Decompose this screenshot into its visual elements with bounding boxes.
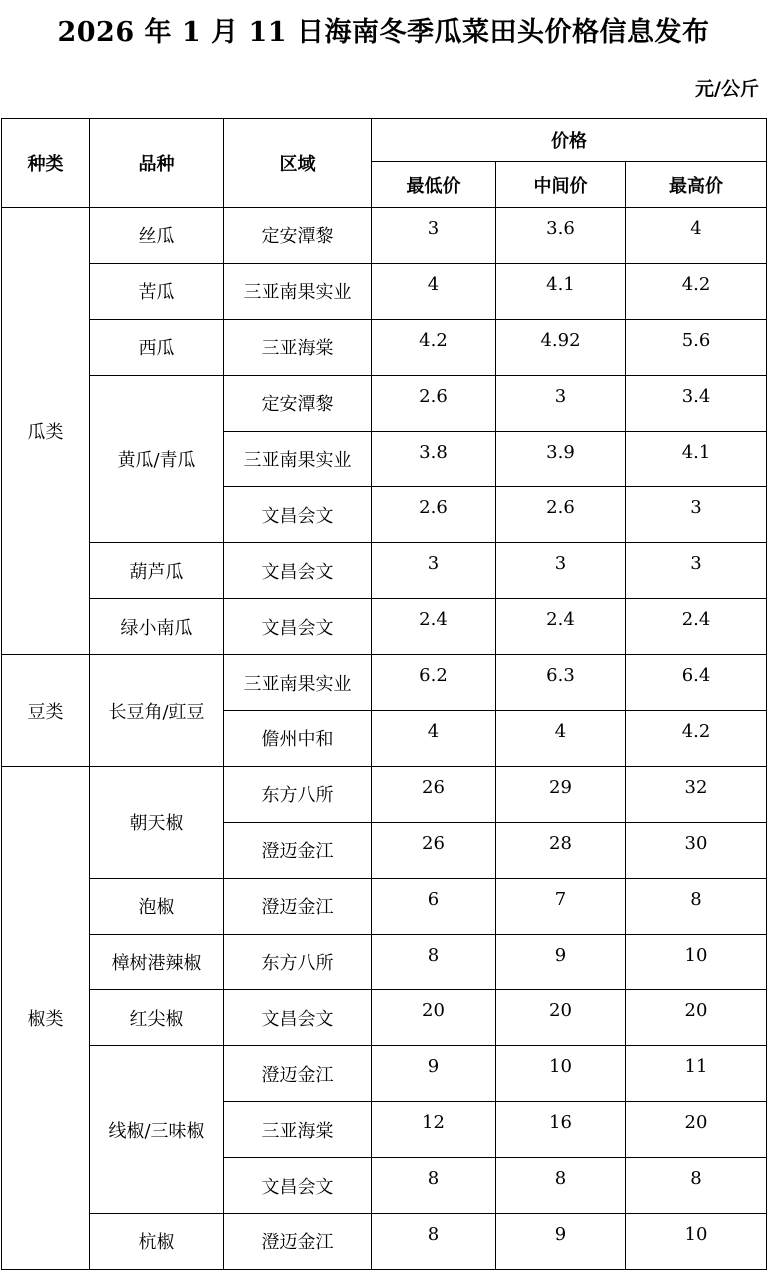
- table-row: [2, 543, 767, 599]
- header-max-price: 最高价: [626, 162, 767, 208]
- region-cell: 澄迈金江: [224, 1046, 372, 1102]
- max-price-cell: 11: [626, 1046, 767, 1102]
- mid-price-cell: 29: [496, 766, 626, 822]
- table-row: [2, 990, 767, 1046]
- region-cell: 东方八所: [224, 934, 372, 990]
- region-cell: 儋州中和: [224, 711, 372, 767]
- region-cell: 文昌会文: [224, 599, 372, 655]
- mid-price-cell: 3: [496, 375, 626, 431]
- max-price-cell: 32: [626, 766, 767, 822]
- region-cell: 定安潭黎: [224, 375, 372, 431]
- min-price-cell: 4: [372, 711, 496, 767]
- table-row: [2, 1046, 767, 1102]
- min-price-cell: 8: [372, 934, 496, 990]
- table-row: [2, 1214, 767, 1270]
- mid-price-cell: 28: [496, 822, 626, 878]
- header-mid-price: 中间价: [496, 162, 626, 208]
- min-price-cell: 6: [372, 878, 496, 934]
- variety-cell: 苦瓜: [90, 263, 224, 319]
- min-price-cell: 8: [372, 1214, 496, 1270]
- table-row: [2, 208, 767, 264]
- variety-cell: 杭椒: [90, 1214, 224, 1270]
- variety-cell: 西瓜: [90, 319, 224, 375]
- header-price: 价格: [372, 119, 767, 162]
- max-price-cell: 30: [626, 822, 767, 878]
- variety-cell: 绿小南瓜: [90, 599, 224, 655]
- category-cell: 椒类: [2, 766, 90, 1269]
- min-price-cell: 8: [372, 1158, 496, 1214]
- max-price-cell: 4.2: [626, 263, 767, 319]
- max-price-cell: 6.4: [626, 655, 767, 711]
- mid-price-cell: 9: [496, 934, 626, 990]
- region-cell: 三亚南果实业: [224, 431, 372, 487]
- region-cell: 三亚南果实业: [224, 655, 372, 711]
- table-row: [2, 878, 767, 934]
- min-price-cell: 3.8: [372, 431, 496, 487]
- min-price-cell: 9: [372, 1046, 496, 1102]
- region-cell: 三亚海棠: [224, 1102, 372, 1158]
- mid-price-cell: 16: [496, 1102, 626, 1158]
- region-cell: 东方八所: [224, 766, 372, 822]
- table-row: [2, 655, 767, 711]
- category-cell: 瓜类: [2, 208, 90, 655]
- variety-cell: 长豆角/豇豆: [90, 655, 224, 767]
- min-price-cell: 3: [372, 208, 496, 264]
- table-row: [2, 375, 767, 431]
- max-price-cell: 20: [626, 990, 767, 1046]
- header-min-price: 最低价: [372, 162, 496, 208]
- mid-price-cell: 4.92: [496, 319, 626, 375]
- variety-cell: 红尖椒: [90, 990, 224, 1046]
- min-price-cell: 6.2: [372, 655, 496, 711]
- table-row: [2, 263, 767, 319]
- header-category: 种类: [2, 119, 90, 208]
- max-price-cell: 4.2: [626, 711, 767, 767]
- min-price-cell: 3: [372, 543, 496, 599]
- region-cell: 文昌会文: [224, 990, 372, 1046]
- variety-cell: 葫芦瓜: [90, 543, 224, 599]
- region-cell: 文昌会文: [224, 1158, 372, 1214]
- max-price-cell: 8: [626, 1158, 767, 1214]
- min-price-cell: 20: [372, 990, 496, 1046]
- region-cell: 澄迈金江: [224, 822, 372, 878]
- mid-price-cell: 9: [496, 1214, 626, 1270]
- variety-cell: 朝天椒: [90, 766, 224, 878]
- region-cell: 三亚海棠: [224, 319, 372, 375]
- min-price-cell: 4.2: [372, 319, 496, 375]
- mid-price-cell: 3: [496, 543, 626, 599]
- region-cell: 澄迈金江: [224, 1214, 372, 1270]
- header-variety: 品种: [90, 119, 224, 208]
- min-price-cell: 2.4: [372, 599, 496, 655]
- region-cell: 定安潭黎: [224, 208, 372, 264]
- max-price-cell: 2.4: [626, 599, 767, 655]
- min-price-cell: 4: [372, 263, 496, 319]
- table-row: [2, 934, 767, 990]
- mid-price-cell: 4.1: [496, 263, 626, 319]
- page-title: 2026 年 1 月 11 日海南冬季瓜菜田头价格信息发布: [57, 17, 710, 48]
- header-row: [2, 119, 767, 162]
- price-table: [1, 118, 767, 1270]
- min-price-cell: 2.6: [372, 375, 496, 431]
- variety-cell: 泡椒: [90, 878, 224, 934]
- max-price-cell: 20: [626, 1102, 767, 1158]
- min-price-cell: 2.6: [372, 487, 496, 543]
- variety-cell: 黄瓜/青瓜: [90, 375, 224, 543]
- region-cell: 三亚南果实业: [224, 263, 372, 319]
- mid-price-cell: 7: [496, 878, 626, 934]
- max-price-cell: 3.4: [626, 375, 767, 431]
- mid-price-cell: 6.3: [496, 655, 626, 711]
- mid-price-cell: 10: [496, 1046, 626, 1102]
- region-cell: 文昌会文: [224, 487, 372, 543]
- header-region: 区域: [224, 119, 372, 208]
- mid-price-cell: 3.9: [496, 431, 626, 487]
- mid-price-cell: 2.6: [496, 487, 626, 543]
- max-price-cell: 8: [626, 878, 767, 934]
- category-cell: 豆类: [2, 655, 90, 767]
- mid-price-cell: 4: [496, 711, 626, 767]
- table-row: [2, 766, 767, 822]
- min-price-cell: 26: [372, 822, 496, 878]
- region-cell: 文昌会文: [224, 543, 372, 599]
- region-cell: 澄迈金江: [224, 878, 372, 934]
- min-price-cell: 12: [372, 1102, 496, 1158]
- max-price-cell: 4.1: [626, 431, 767, 487]
- max-price-cell: 4: [626, 208, 767, 264]
- mid-price-cell: 3.6: [496, 208, 626, 264]
- mid-price-cell: 8: [496, 1158, 626, 1214]
- variety-cell: 线椒/三味椒: [90, 1046, 224, 1214]
- max-price-cell: 3: [626, 487, 767, 543]
- unit-label: 元/公斤: [695, 78, 759, 100]
- table-row: [2, 599, 767, 655]
- table-row: [2, 319, 767, 375]
- variety-cell: 丝瓜: [90, 208, 224, 264]
- max-price-cell: 10: [626, 934, 767, 990]
- max-price-cell: 10: [626, 1214, 767, 1270]
- variety-cell: 樟树港辣椒: [90, 934, 224, 990]
- min-price-cell: 26: [372, 766, 496, 822]
- max-price-cell: 5.6: [626, 319, 767, 375]
- max-price-cell: 3: [626, 543, 767, 599]
- mid-price-cell: 2.4: [496, 599, 626, 655]
- mid-price-cell: 20: [496, 990, 626, 1046]
